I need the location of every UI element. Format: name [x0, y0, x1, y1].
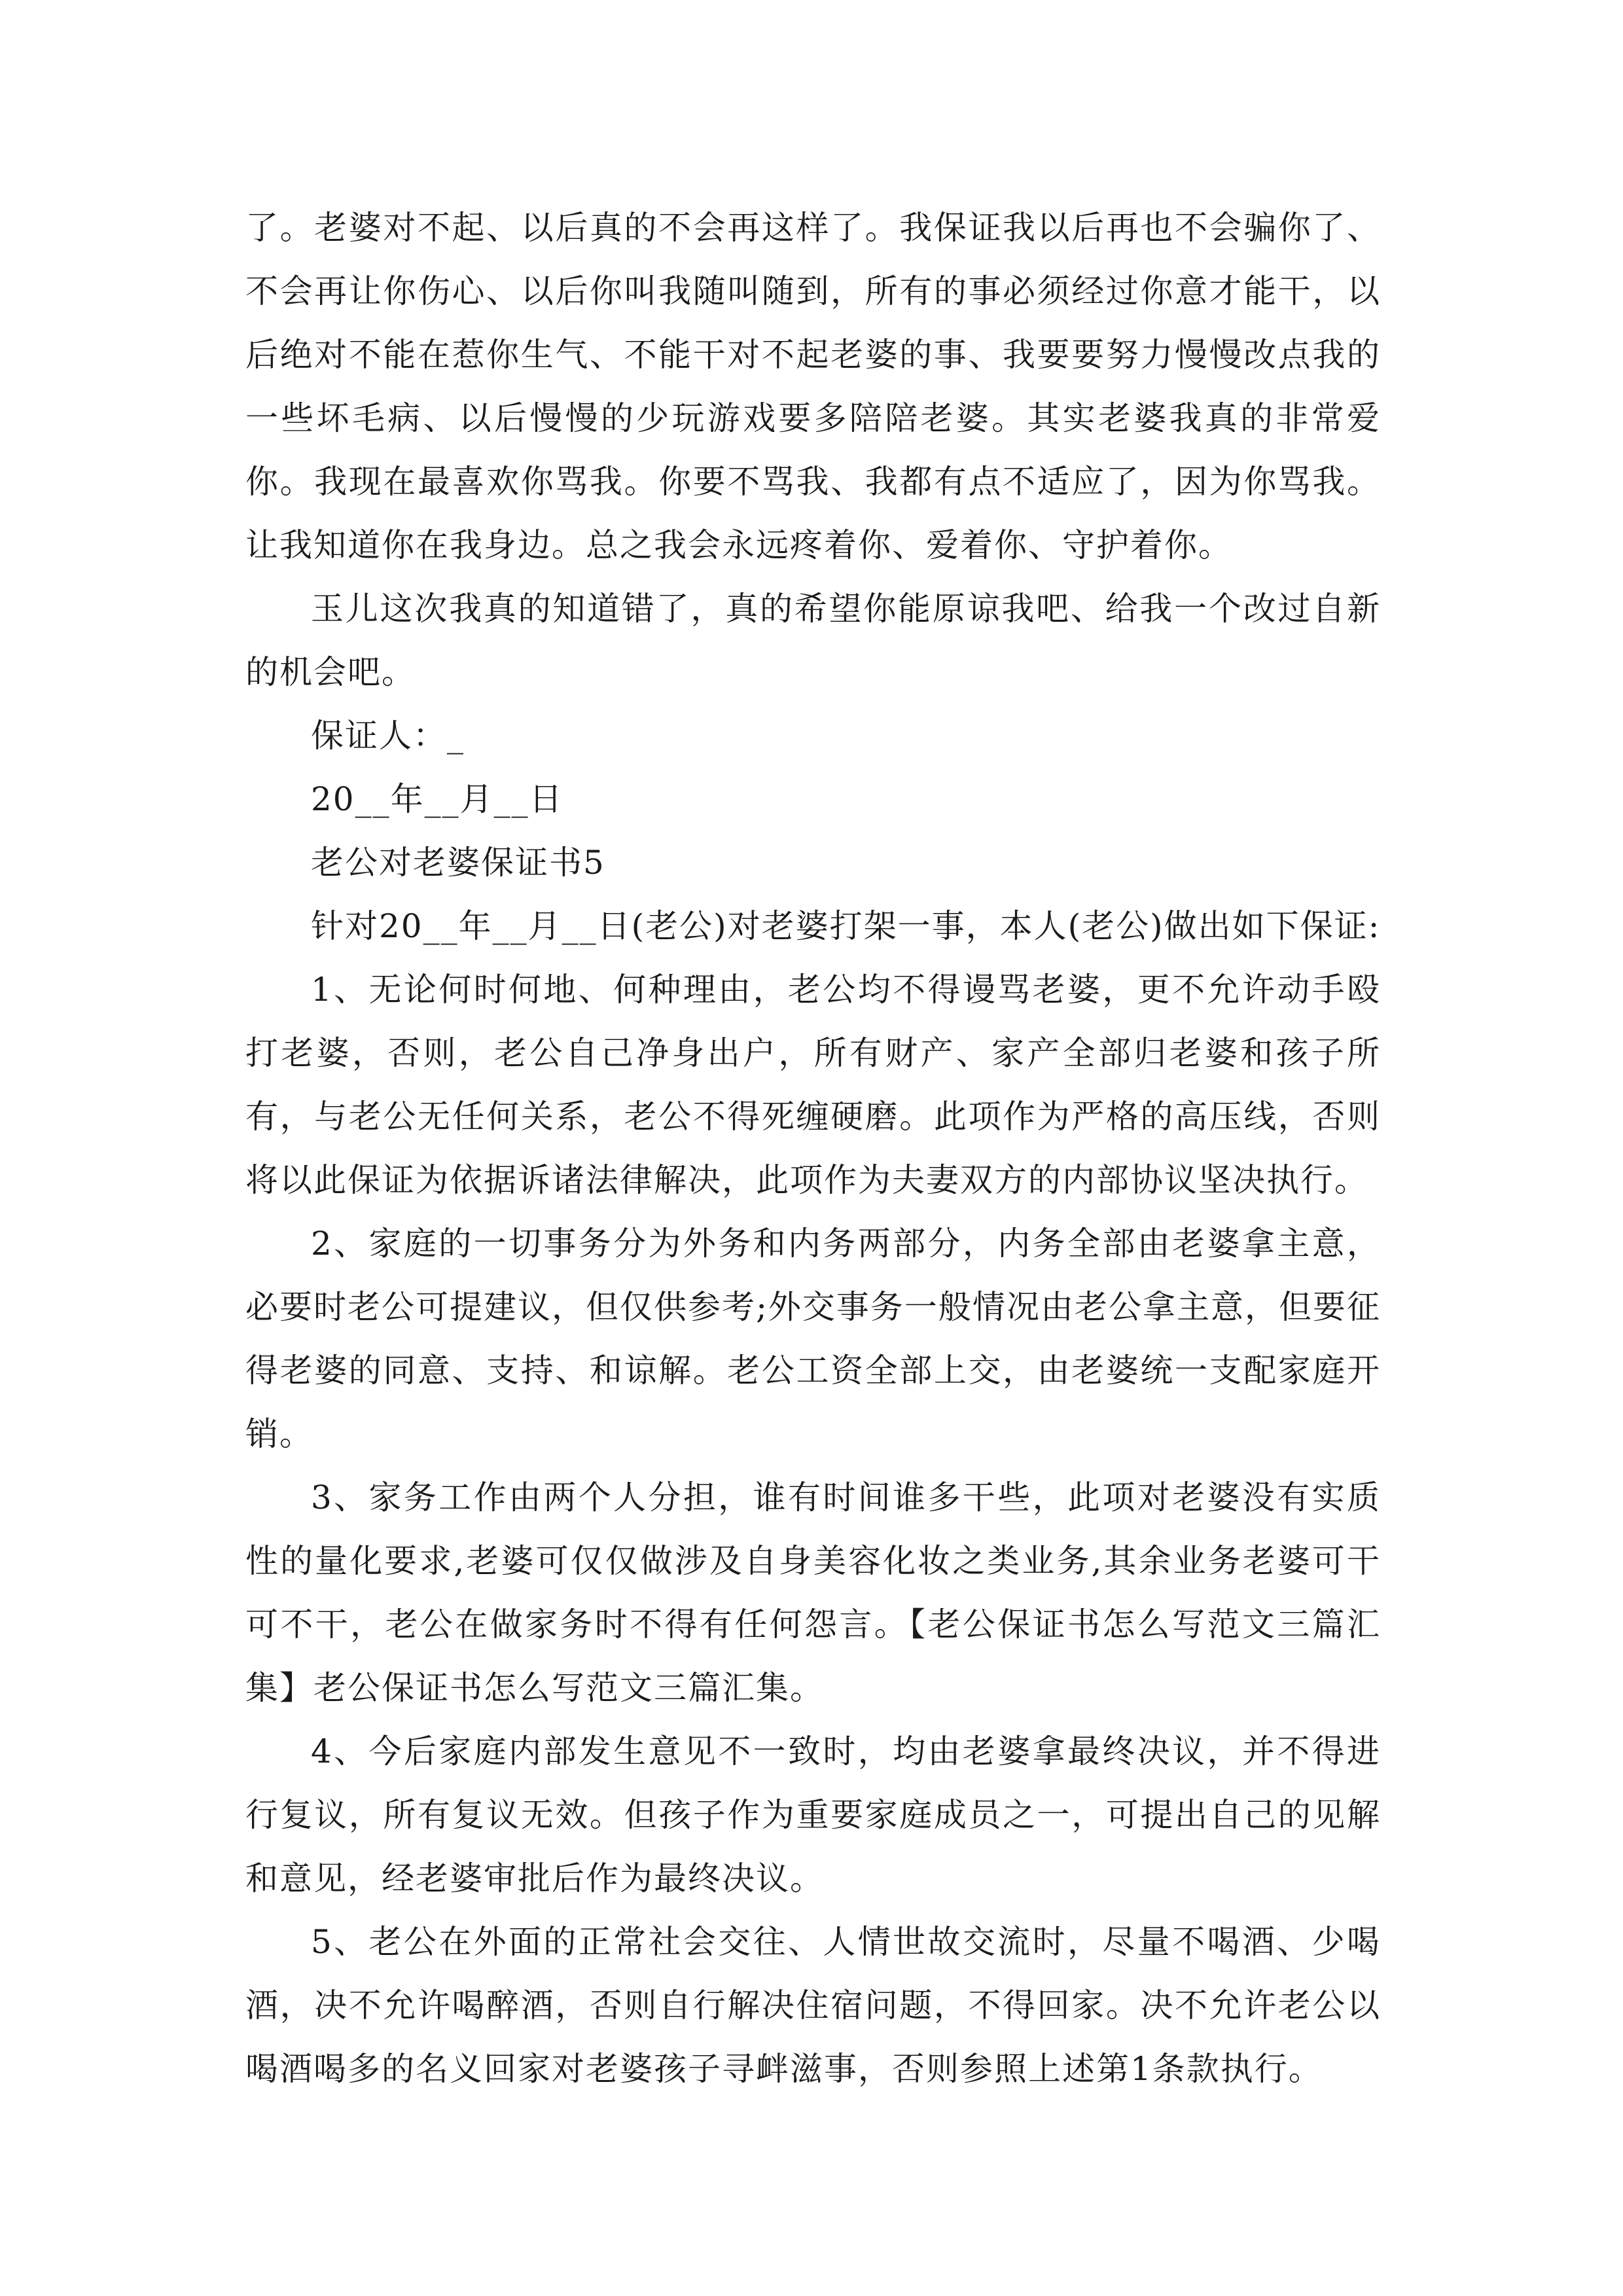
- date-line: 20__年__月__日: [311, 780, 563, 818]
- paragraph-intro: 针对20__年__月__日(老公)对老婆打架一事，本人(老公)做出如下保证:: [311, 907, 1381, 945]
- paragraph-continuation: 了。老婆对不起、以后真的不会再这样了。我保证我以后再也不会骗你了、不会再让你伤心、以后你叫我随叫随到，所有的事必须经过你意才能干，以后绝对不能在惹你生气、不能干对不起老婆的事、我要要努力慢慢改点我的一些坏毛病、以后慢慢的少玩游戏要多陪陪老婆。其实老婆我真的非常爱你。我现在最喜欢你骂我。你要不骂我、我都有点不适应了，因为你骂我。让我知道你在我身边。总之我会永远疼着你、爱着你、守护着你。: [245, 209, 1381, 564]
- clause-4: 4、今后家庭内部发生意见不一致时，均由老婆拿最终决议，并不得进行复议，所有复议无效。但孩子作为重要家庭成员之一，可提出自己的见解和意见，经老婆审批后作为最终决议。: [245, 1732, 1381, 1897]
- clause-5: 5、老公在外面的正常社会交往、人情世故交流时，尽量不喝酒、少喝酒，决不允许喝醉酒，否则自行解决住宿问题，不得回家。决不允许老公以喝酒喝多的名义回家对老婆孩子寻衅滋事，否则参照上述第1条款执行。: [245, 1923, 1381, 2088]
- document-body: [245, 196, 1381, 2101]
- clause-3: 3、家务工作由两个人分担，谁有时间谁多干些，此项对老婆没有实质性的量化要求,老婆可仅仅做涉及自身美容化妆之类业务,其余业务老婆可干可不干，老公在做家务时不得有任何怨言。【老公保证书怎么写范文三篇汇集】老公保证书怎么写范文三篇汇集。: [245, 1479, 1381, 1707]
- clause-2: 2、家庭的一切事务分为外务和内务两部分，内务全部由老婆拿主意，必要时老公可提建议，但仅供参考;外交事务一般情况由老公拿主意，但要征得老婆的同意、支持、和谅解。老公工资全部上交，由老婆统一支配家庭开销。: [245, 1225, 1381, 1453]
- guarantor-line: 保证人：_: [311, 717, 465, 755]
- section-title: 老公对老婆保证书5: [311, 844, 605, 882]
- clause-1: 1、无论何时何地、何种理由，老公均不得谩骂老婆，更不允许动手殴打老婆，否则，老公自己净身出户，所有财产、家产全部归老婆和孩子所有，与老公无任何关系，老公不得死缠硬磨。此项作为严格的高压线，否则将以此保证为依据诉诸法律解决，此项作为夫妻双方的内部协议坚决执行。: [245, 971, 1381, 1199]
- paragraph-apology: 玉儿这次我真的知道错了，真的希望你能原谅我吧、给我一个改过自新的机会吧。: [245, 590, 1381, 691]
